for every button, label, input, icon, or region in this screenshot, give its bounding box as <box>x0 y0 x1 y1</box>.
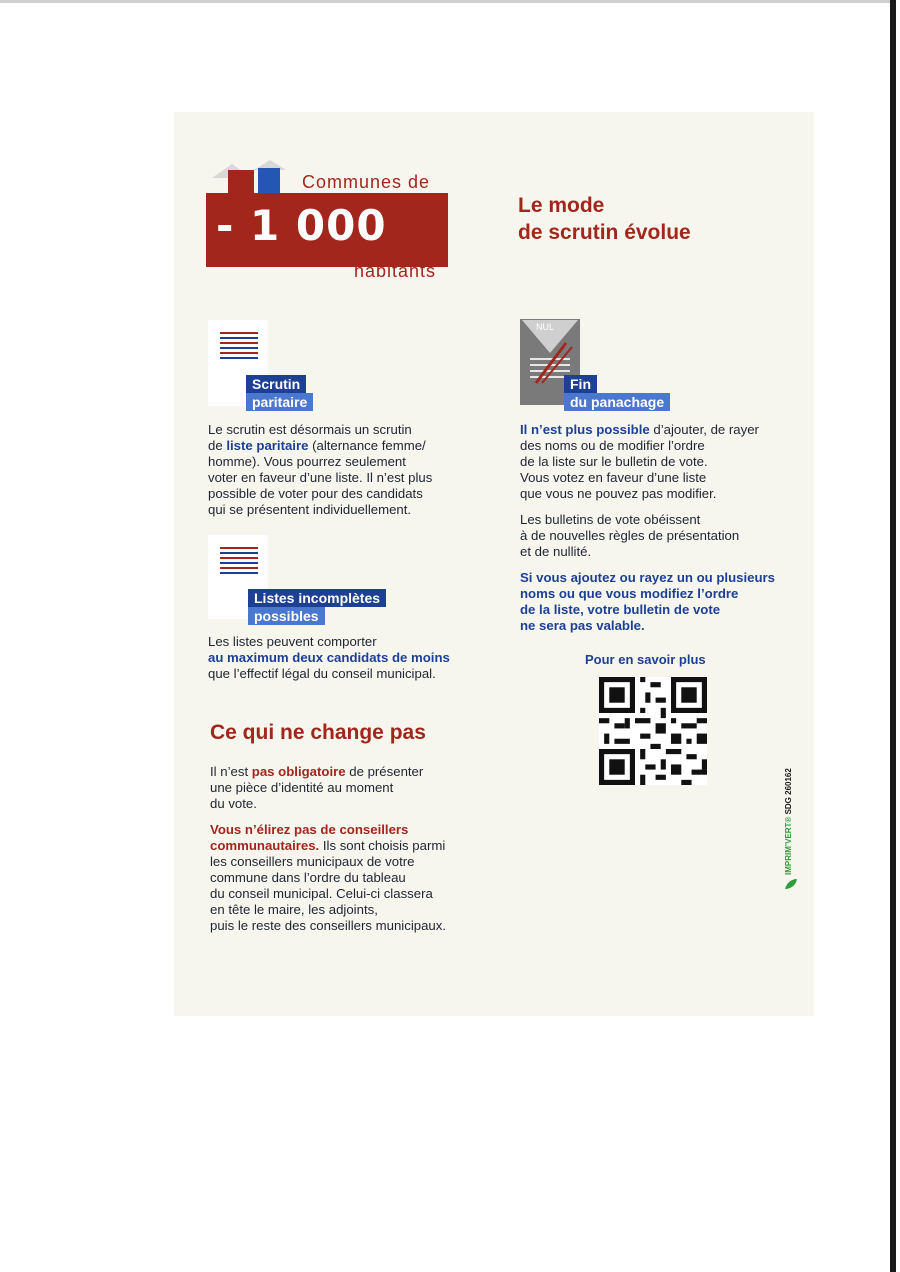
more-info-link[interactable]: Pour en savoir plus <box>585 652 706 667</box>
text: (alternance femme/ <box>308 438 426 453</box>
fin-panachage-label <box>564 375 670 411</box>
text-line: que l’effectif légal du conseil municipal. <box>208 666 436 681</box>
emphasis: communautaires. <box>210 838 320 853</box>
unchanged-paragraph-1 <box>210 764 423 812</box>
text-line: Les listes peuvent comporter <box>208 634 377 649</box>
text-line: du conseil municipal. Celui-ci classera <box>210 886 433 901</box>
text-line: de la liste sur le bulletin de vote. <box>520 454 708 469</box>
title-line-1: Le mode <box>518 194 605 217</box>
emphasis: liste paritaire <box>226 438 309 453</box>
text-line: commune dans l’ordre du tableau <box>210 870 406 885</box>
listes-incompletes-label <box>248 589 386 625</box>
text-line <box>210 764 423 780</box>
text-line <box>208 438 432 454</box>
section-heading: Ce qui ne change pas <box>210 721 426 744</box>
label-line-2: possibles <box>248 607 325 625</box>
text-line: les conseillers municipaux de votre <box>210 854 415 869</box>
text: Ils sont choisis parmi <box>319 838 446 853</box>
emphasis: ne sera pas valable. <box>520 618 645 633</box>
nul-label: NUL <box>536 322 555 332</box>
communes-label: Communes de <box>302 172 431 192</box>
unchanged-paragraph-2 <box>210 822 446 934</box>
emphasis-line: Vous n’élirez pas de conseillers <box>210 822 409 837</box>
text-line <box>520 602 775 618</box>
page-title <box>518 192 691 246</box>
panachage-paragraph-3 <box>520 570 775 634</box>
emphasis: Si vous ajoutez ou rayez un ou plusieurs <box>520 570 776 585</box>
qr-code-icon[interactable] <box>599 677 707 785</box>
text-line: possible de voter pour des candidats <box>208 486 423 501</box>
emphasis: de la liste, votre bulletin de vote <box>520 602 721 617</box>
text-line <box>208 650 450 666</box>
text-line: et de nullité. <box>520 544 592 559</box>
text-line <box>520 570 775 586</box>
text-line: homme). Vous pourrez seulement <box>208 454 406 469</box>
scrutin-paragraph <box>208 422 432 518</box>
text-line <box>520 586 775 602</box>
ballot-lines <box>220 547 258 577</box>
text-line: voter en faveur d’une liste. Il n’est plus <box>208 470 433 485</box>
text-line: une pièce d’identité au moment <box>210 780 394 795</box>
habitants-label: habitants <box>354 261 437 281</box>
imprim-vert-mark <box>784 768 793 875</box>
text-line <box>520 422 759 438</box>
emphasis: noms ou que vous modifiez l’ordre <box>520 586 739 601</box>
label-line-1: Listes incomplètes <box>248 589 386 607</box>
panachage-paragraph-2 <box>520 512 739 560</box>
text: de <box>208 438 227 453</box>
emphasis: pas obligatoire <box>251 764 346 779</box>
text-line <box>210 838 446 854</box>
panachage-paragraph-1 <box>520 422 759 502</box>
scrutin-paritaire-label <box>246 375 313 411</box>
label-line-2: du panachage <box>564 393 670 411</box>
listes-paragraph <box>208 634 450 682</box>
text-line <box>520 618 775 634</box>
leaf-icon <box>784 878 798 890</box>
population-banner <box>206 193 448 267</box>
print-code: SDG 260162 <box>784 768 793 817</box>
emphasis: au maximum deux candidats de moins <box>208 650 450 665</box>
scan-edge-top <box>0 0 890 3</box>
text-line: en tête le maire, les adjoints, <box>210 902 378 917</box>
text-line: Vous votez en faveur d’une liste <box>520 470 707 485</box>
imprim-vert-logo-text: IMPRIM’VERT® <box>784 816 793 875</box>
flyer-sheet <box>174 112 814 1016</box>
label-line-1: Fin <box>564 375 597 393</box>
text-line: Les bulletins de vote obéissent <box>520 512 701 527</box>
title-line-2: de scrutin évolue <box>518 221 691 244</box>
text: de présenter <box>345 764 424 779</box>
text-line: que vous ne pouvez pas modifier. <box>520 486 717 501</box>
emphasis: Il n’est plus possible <box>520 422 650 437</box>
population-number: - 1 000 <box>216 201 387 250</box>
text-line: à de nouvelles règles de présentation <box>520 528 740 543</box>
scan-edge-right <box>890 0 896 1272</box>
text-line: Le scrutin est désormais un scrutin <box>208 422 412 437</box>
text: d’ajouter, de rayer <box>649 422 759 437</box>
text-line: qui se présentent individuellement. <box>208 502 412 517</box>
text-line: du vote. <box>210 796 257 811</box>
label-line-1: Scrutin <box>246 375 306 393</box>
text-line: puis le reste des conseillers municipaux. <box>210 918 447 933</box>
label-line-2: paritaire <box>246 393 313 411</box>
text-line: des noms ou de modifier l’ordre <box>520 438 705 453</box>
ballot-lines <box>220 332 258 362</box>
population-header <box>206 160 456 285</box>
text: Il n’est <box>210 764 252 779</box>
